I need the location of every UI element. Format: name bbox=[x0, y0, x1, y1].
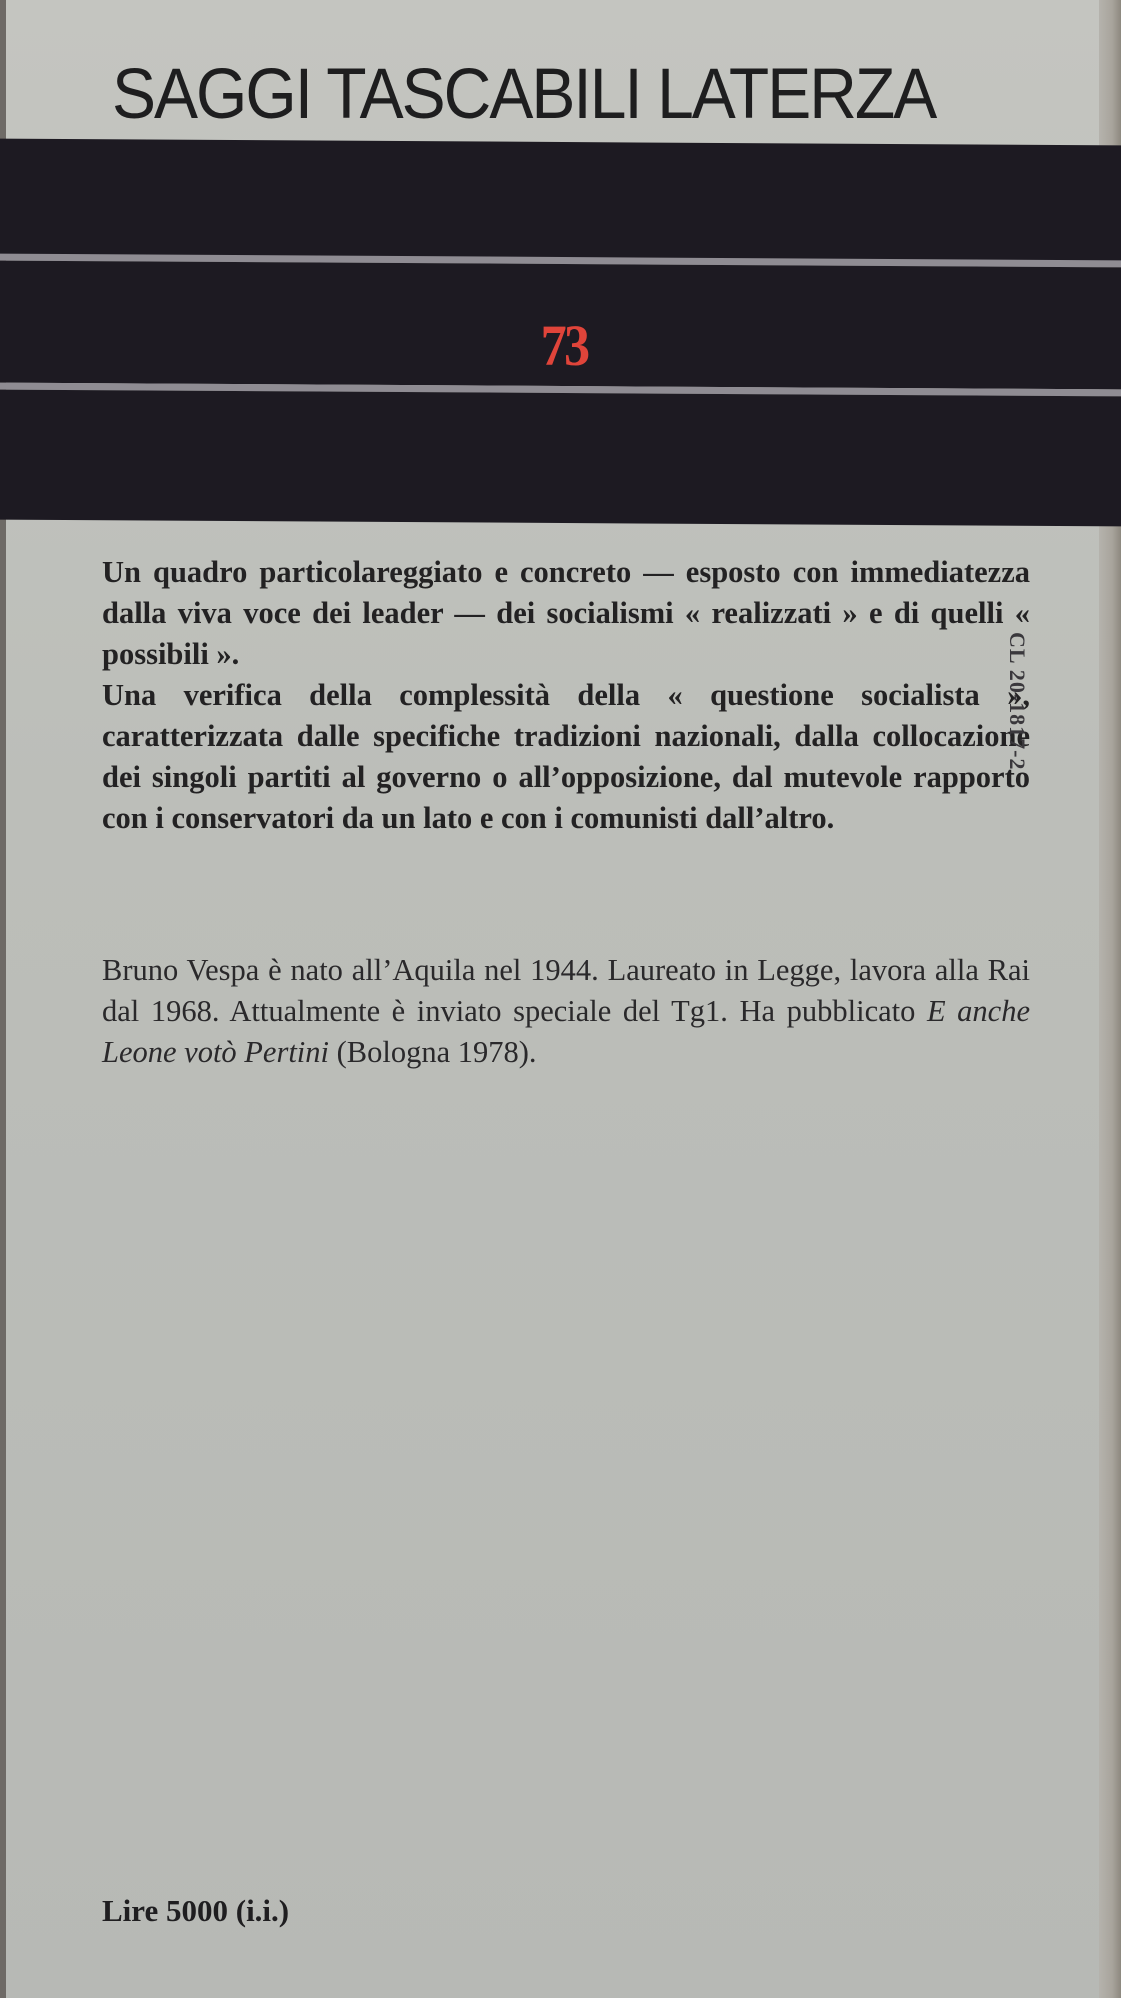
blurb-paragraph-1: Un quadro particolareggiato e concreto — esposto con immediatezza dalla viva voce dei leader — dei socialismi « realizzati » e di quelli « possibili ». bbox=[102, 555, 1030, 671]
author-bio bbox=[102, 950, 1030, 1073]
spine-code: CL 20-1817-2 bbox=[1005, 632, 1030, 771]
volume-number: 73 bbox=[540, 313, 588, 378]
series-title: SAGGI TASCABILI LATERZA bbox=[112, 53, 936, 133]
price: Lire 5000 (i.i.) bbox=[102, 1893, 290, 1928]
author-bio-text-end: (Bologna 1978). bbox=[329, 1035, 537, 1069]
dark-band-top bbox=[0, 139, 1121, 262]
blurb-paragraph-2: Una verifica della complessità della « questione socialista », caratterizzata dalle specifiche tradizioni nazionali, dalla collocazione dei singoli partiti al governo o all’opposizione, dal mutevole rapporto con i conservatori da un lato e con i comunisti dall’altro. bbox=[102, 678, 1030, 835]
author-previous-book-title: E anche Leone votò Pertini bbox=[102, 994, 1030, 1069]
author-bio-text: Bruno Vespa è nato all’Aquila nel 1944. Laureato in Legge, lavora alla Rai dal 1968. Attualmente è inviato speciale del Tg1. Ha pubblicato bbox=[102, 953, 1030, 1028]
dark-band-bottom bbox=[0, 390, 1121, 527]
author-bio-paragraph bbox=[102, 950, 1030, 1073]
blurb bbox=[102, 552, 1030, 839]
